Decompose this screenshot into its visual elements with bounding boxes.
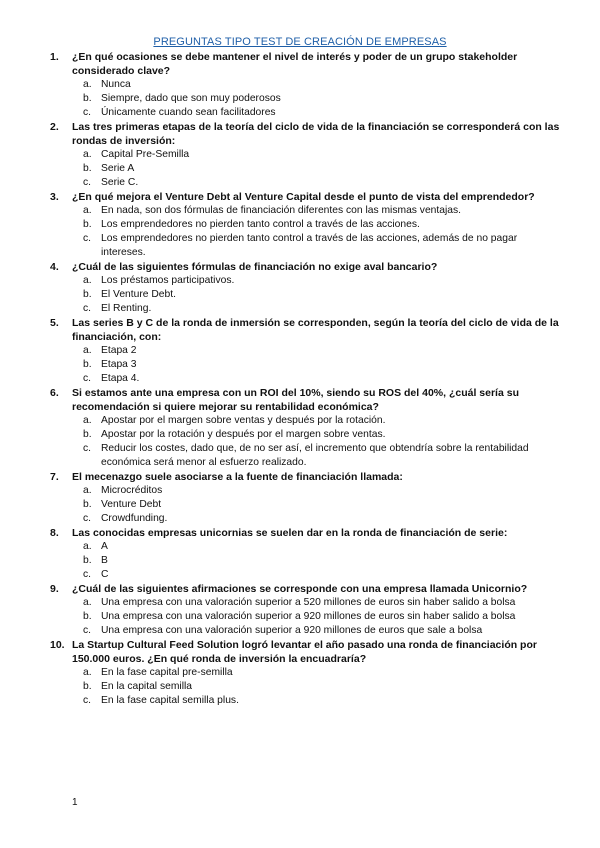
question-item: [0, 386, 600, 470]
answer-option: [0, 596, 600, 610]
question-number: 6.: [50, 387, 59, 399]
question-text: [0, 120, 600, 148]
option-letter: c.: [83, 177, 92, 188]
option-text: Únicamente cuando sean facilitadores: [101, 107, 276, 118]
option-text: Microcréditos: [101, 485, 163, 496]
question-number: 8.: [50, 527, 59, 539]
option-text: Apostar por la rotación y después por el margen sobre ventas.: [101, 429, 386, 440]
option-letter: a.: [83, 275, 92, 286]
answer-option: [0, 106, 600, 120]
option-letter: a.: [83, 541, 92, 552]
answer-option: [0, 610, 600, 624]
question-number: 4.: [50, 261, 59, 273]
option-text: B: [101, 555, 108, 566]
answer-option: [0, 148, 600, 162]
answer-option: [0, 554, 600, 568]
option-letter: c.: [83, 373, 92, 384]
answer-option: [0, 624, 600, 638]
question-number: 2.: [50, 121, 59, 133]
question-text: [0, 316, 600, 344]
answer-option: [0, 176, 600, 190]
option-letter: a.: [83, 597, 92, 608]
answer-option: [0, 484, 600, 498]
page-number: 1: [72, 797, 78, 808]
option-text: En la fase capital semilla plus.: [101, 695, 239, 706]
question-item: [0, 190, 600, 260]
answer-option: [0, 498, 600, 512]
question-text: [0, 190, 600, 204]
question-text: [0, 526, 600, 540]
option-text: En la capital semilla: [101, 681, 192, 692]
option-text: En la fase capital pre-semilla: [101, 667, 233, 678]
option-letter: b.: [83, 429, 92, 440]
question-item: [0, 316, 600, 386]
option-letter: a.: [83, 79, 92, 90]
answer-option: [0, 274, 600, 288]
question-number: 9.: [50, 583, 59, 595]
option-text: Venture Debt: [101, 499, 162, 510]
question-item: [0, 638, 600, 708]
question-item: [0, 582, 600, 638]
option-letter: b.: [83, 219, 92, 230]
option-letter: c.: [83, 695, 92, 706]
option-text: Apostar por el margen sobre ventas y después por la rotación.: [101, 415, 386, 426]
option-letter: a.: [83, 205, 92, 216]
option-letter: a.: [83, 667, 92, 678]
answer-option: [0, 78, 600, 92]
question-label: ¿Cuál de las siguientes fórmulas de financiación no exige aval bancario?: [72, 261, 438, 273]
answer-option: [0, 414, 600, 428]
option-text: Serie C.: [101, 177, 139, 188]
option-text: Reducir los costes, dado que, de no ser así, el incremento que obtendría sobre la rentabilidad económica será menor al esfuerzo realizado.: [101, 443, 529, 468]
question-label: Las series B y C de la ronda de inmersión se corresponden, según la teoría del ciclo de vida de la financiación, con:: [72, 317, 559, 343]
option-letter: a.: [83, 415, 92, 426]
option-letter: b.: [83, 163, 92, 174]
answer-option: [0, 92, 600, 106]
document-title: PREGUNTAS TIPO TEST DE CREACIÓN DE EMPRESAS: [153, 36, 447, 48]
question-text: [0, 470, 600, 484]
option-text: Los préstamos participativos.: [101, 275, 235, 286]
answer-option: [0, 442, 600, 470]
question-list: [0, 50, 600, 708]
option-text: El Renting.: [101, 303, 152, 314]
option-text: Capital Pre-Semilla: [101, 149, 190, 160]
question-number: 1.: [50, 51, 59, 63]
option-letter: a.: [83, 149, 92, 160]
answer-option: [0, 288, 600, 302]
question-label: La Startup Cultural Feed Solution logró levantar el año pasado una ronda de financiación por 150.000 euros. ¿En qué ronda de inversión la encuadraría?: [72, 639, 537, 665]
option-letter: a.: [83, 485, 92, 496]
answer-option: [0, 162, 600, 176]
question-number: 3.: [50, 191, 59, 203]
option-text: Etapa 4.: [101, 373, 140, 384]
question-text: [0, 386, 600, 414]
question-text: [0, 50, 600, 78]
option-letter: a.: [83, 345, 92, 356]
answer-option: [0, 232, 600, 260]
question-text: [0, 638, 600, 666]
answer-option: [0, 540, 600, 554]
option-letter: b.: [83, 359, 92, 370]
question-text: [0, 582, 600, 596]
option-letter: b.: [83, 611, 92, 622]
answer-option: [0, 694, 600, 708]
question-label: Las tres primeras etapas de la teoría del ciclo de vida de la financiación se corresponderá con las rondas de inversión:: [72, 121, 560, 147]
answer-option: [0, 428, 600, 442]
answer-option: [0, 344, 600, 358]
question-label: ¿En qué ocasiones se debe mantener el nivel de interés y poder de un grupo stakeholder considerado clave?: [72, 51, 518, 77]
option-text: A: [101, 541, 108, 552]
option-text: Una empresa con una valoración superior a 920 millones de euros que sale a bolsa: [101, 625, 483, 636]
option-text: Los emprendedores no pierden tanto control a través de las acciones.: [101, 219, 420, 230]
option-letter: b.: [83, 681, 92, 692]
option-letter: c.: [83, 443, 92, 454]
question-label: ¿Cuál de las siguientes afirmaciones se corresponde con una empresa llamada Unicornio?: [72, 583, 528, 595]
answer-option: [0, 680, 600, 694]
answer-option: [0, 204, 600, 218]
question-item: [0, 50, 600, 120]
answer-option: [0, 358, 600, 372]
option-text: Crowdfunding.: [101, 513, 168, 524]
option-text: Los emprendedores no pierden tanto control a través de las acciones, además de no pagar intereses.: [101, 233, 518, 258]
question-label: ¿En qué mejora el Venture Debt al Venture Capital desde el punto de vista del emprendedor?: [72, 191, 535, 203]
answer-option: [0, 512, 600, 526]
question-item: [0, 526, 600, 582]
option-letter: c.: [83, 513, 92, 524]
option-letter: b.: [83, 289, 92, 300]
question-label: Si estamos ante una empresa con un ROI del 10%, siendo su ROS del 40%, ¿cuál sería su recomendación si quiere mejorar su rentabilidad económica?: [72, 387, 519, 413]
answer-option: [0, 218, 600, 232]
question-number: 7.: [50, 471, 59, 483]
option-text: Nunca: [101, 79, 131, 90]
answer-option: [0, 568, 600, 582]
question-number: 10.: [50, 639, 65, 651]
option-text: Una empresa con una valoración superior a 920 millones de euros sin haber salido a bolsa: [101, 611, 516, 622]
answer-option: [0, 302, 600, 316]
option-letter: b.: [83, 499, 92, 510]
option-text: El Venture Debt.: [101, 289, 176, 300]
option-letter: c.: [83, 233, 92, 244]
option-letter: c.: [83, 625, 92, 636]
option-text: C: [101, 569, 109, 580]
question-text: [0, 260, 600, 274]
option-text: En nada, son dos fórmulas de financiación diferentes con las mismas ventajas.: [101, 205, 462, 216]
question-item: [0, 260, 600, 316]
answer-option: [0, 666, 600, 680]
option-letter: b.: [83, 555, 92, 566]
question-label: El mecenazgo suele asociarse a la fuente de financiación llamada:: [72, 471, 403, 483]
option-letter: c.: [83, 569, 92, 580]
option-text: Una empresa con una valoración superior a 520 millones de euros sin haber salido a bolsa: [101, 597, 516, 608]
option-text: Serie A: [101, 163, 135, 174]
option-letter: c.: [83, 303, 92, 314]
question-number: 5.: [50, 317, 59, 329]
option-text: Etapa 3: [101, 359, 137, 370]
question-item: [0, 120, 600, 190]
question-item: [0, 470, 600, 526]
option-letter: c.: [83, 107, 92, 118]
answer-option: [0, 372, 600, 386]
option-text: Siempre, dado que son muy poderosos: [101, 93, 281, 104]
option-text: Etapa 2: [101, 345, 137, 356]
question-label: Las conocidas empresas unicornias se suelen dar en la ronda de financiación de serie:: [72, 527, 508, 539]
option-letter: b.: [83, 93, 92, 104]
